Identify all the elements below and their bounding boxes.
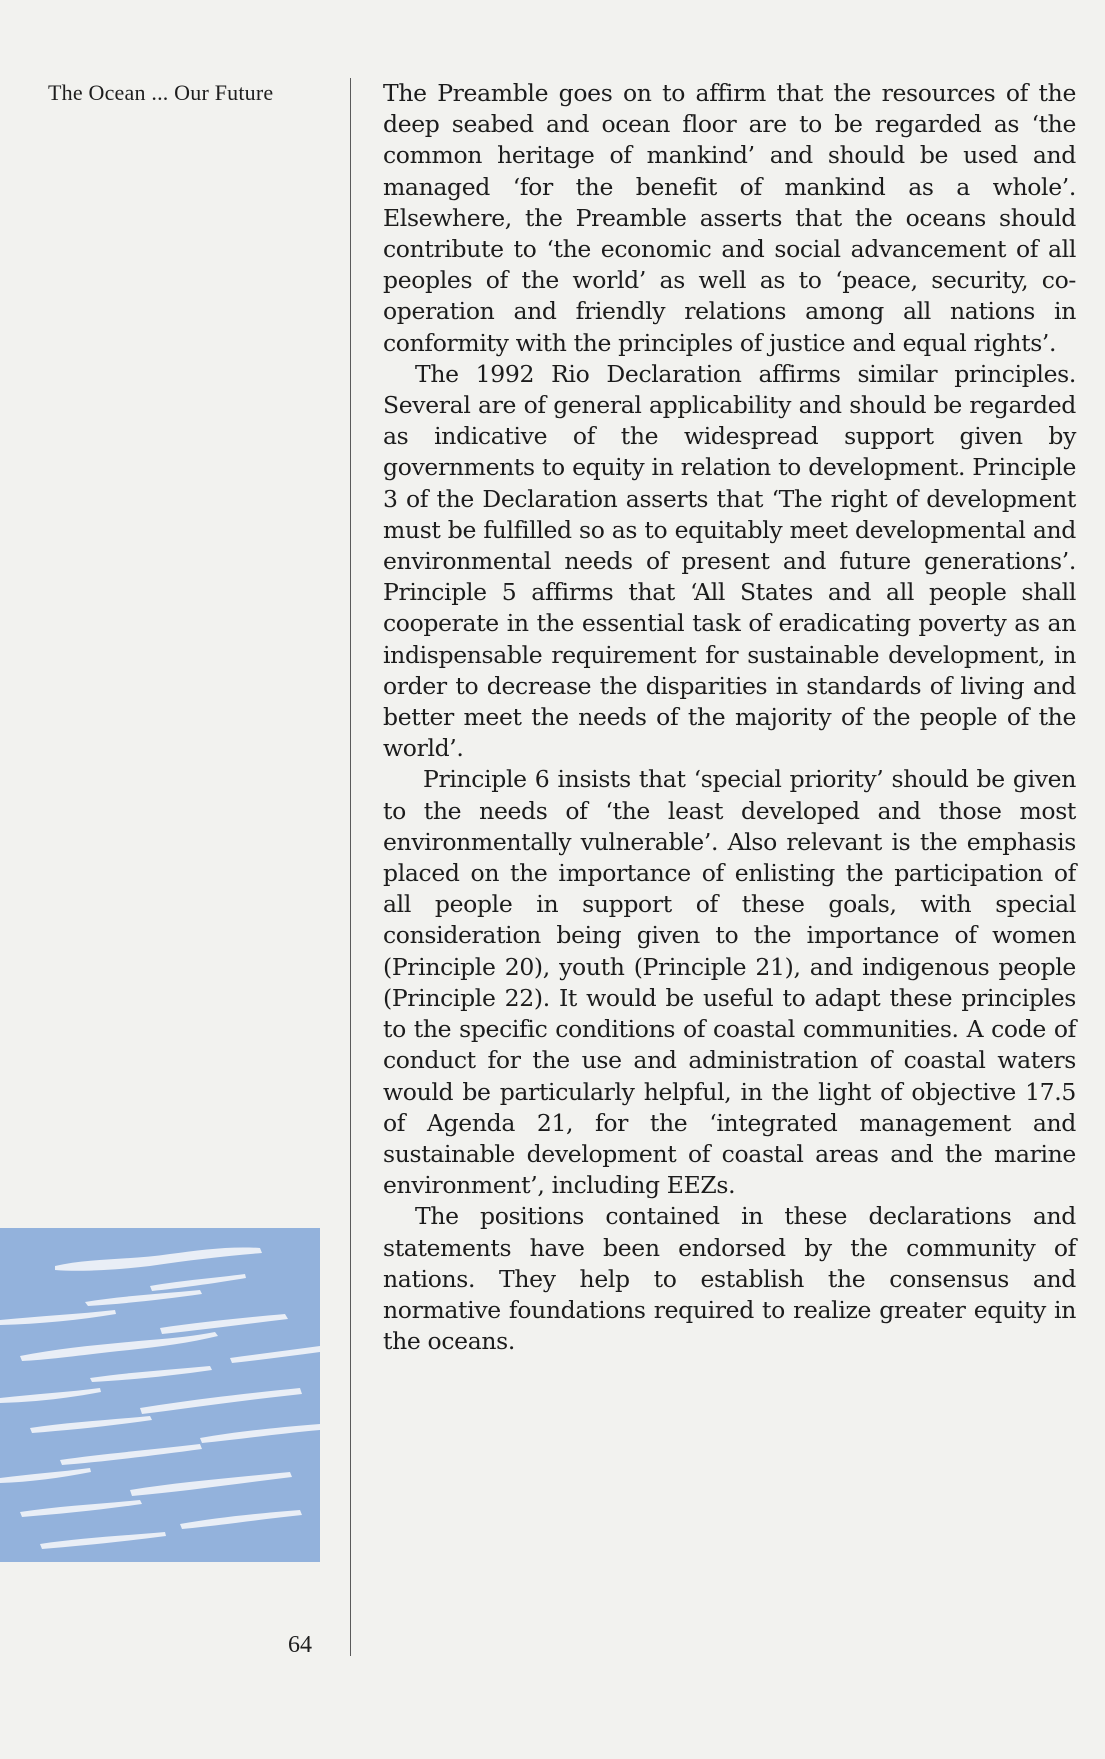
ocean-wave-illustration	[0, 1228, 320, 1562]
body-paragraph-4: The positions contained in these declarations and statements have been endorsed by the community of nations. They help to establish the consensus and normative foundations required to realize greater equity in the oceans.	[383, 1202, 1076, 1356]
body-paragraph-2: The 1992 Rio Declaration affirms similar principles. Several are of general applicability and should be regarded as indicative of the widespread support given by governments to equity in relation to development. Principle 3 of the Declaration asserts that ‘The right of development must be fulfilled so as to equitably meet developmental and environmental needs of present and future generations’. Principle 5 affirms that ‘All States and all people shall cooperate in the essential task of eradicating poverty as an indispensable requirement for sustainable development, in order to decrease the disparities in standards of living and better meet the needs of the majority of the people of the world’.	[383, 359, 1076, 763]
running-header-title: The Ocean ... Our Future	[48, 80, 274, 105]
page-number: 64	[288, 1632, 312, 1658]
body-paragraph-1: The Preamble goes on to affirm that the resources of the deep seabed and ocean floor are to be regarded as ‘the common heritage of mankind’ and should be used and managed ‘for the benefit of mankind as a whole’. Elsewhere, the Preamble asserts that the oceans should contribute to ‘the economic and social advancement of all peoples of the world’ as well as to ‘peace, security, co-operation and friendly relations among all nations in conformity with the principles of justice and equal rights’.	[383, 79, 1076, 357]
body-paragraph-3: Principle 6 insists that ‘special priority’ should be given to the needs of ‘the least developed and those most environmentally vulnerable’. Also relevant is the emphasis placed on the importance of enlisting the participation of all people in support of these goals, with special consideration being given to the importance of women (Principle 20), youth (Principle 21), and indigenous people (Principle 22). It would be useful to adapt these principles to the specific conditions of coastal communities. A code of conduct for the use and administration of coastal waters would be particularly helpful, in the light of objective 17.5 of Agenda 21, for the ‘integrated management and sustainable development of coastal areas and the marine environment’, including EEZs.	[383, 765, 1076, 1200]
column-divider-rule	[350, 78, 351, 1656]
body-text-column	[383, 78, 1076, 1357]
